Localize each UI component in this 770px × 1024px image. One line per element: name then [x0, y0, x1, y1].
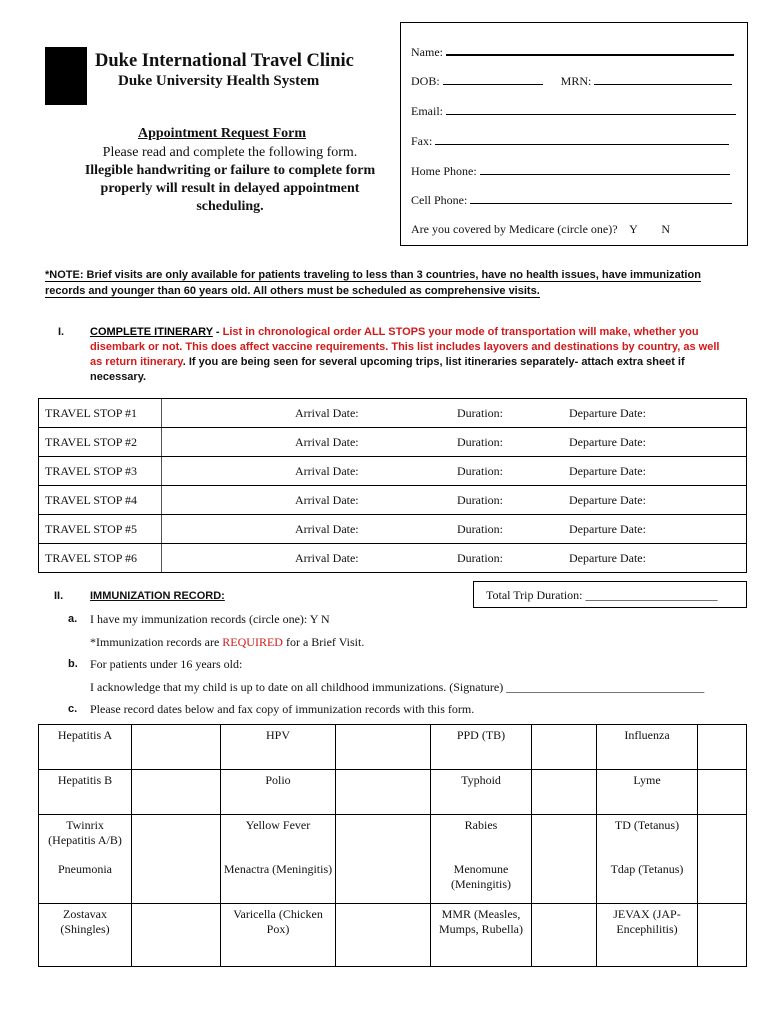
departure-date-field[interactable]	[563, 399, 747, 428]
travel-stop-row	[39, 399, 747, 428]
dob-mrn-row	[411, 73, 732, 89]
departure-date-label: Departure Date:	[569, 434, 646, 449]
item-a-note-required: REQUIRED	[222, 635, 283, 649]
itinerary-heading: COMPLETE ITINERARY	[90, 326, 213, 338]
patient-info-box	[400, 22, 748, 246]
arrival-date-field[interactable]	[289, 515, 451, 544]
vaccine-name: Lyme	[597, 770, 698, 815]
email-field[interactable]	[446, 103, 736, 115]
intro-warning: Illegible handwriting or failure to complete form properly will result in delayed appointment scheduling.	[84, 163, 376, 214]
itinerary-black-text: . If you are being seen for several upcoming trips, list itineraries separately- attach extra sheet if necessary.	[90, 356, 685, 383]
cell-phone-label: Cell Phone:	[411, 193, 468, 207]
vaccine-name: Polio	[221, 770, 336, 815]
travel-stops-table	[38, 398, 747, 573]
travel-stop-location-field[interactable]	[162, 428, 290, 457]
arrival-date-field[interactable]	[289, 544, 451, 573]
fax-label: Fax:	[411, 134, 433, 148]
departure-date-label: Departure Date:	[569, 463, 646, 478]
home-phone-row	[411, 163, 730, 179]
departure-date-field[interactable]	[563, 457, 747, 486]
travel-stop-row	[39, 457, 747, 486]
arrival-date-label: Arrival Date:	[295, 463, 359, 478]
travel-stop-row	[39, 515, 747, 544]
item-b-acknowledgement[interactable]: I acknowledge that my child is up to date on all childhood immunizations. (Signature) _________________________________	[90, 680, 705, 694]
total-trip-duration-label: Total Trip Duration: ______________________	[486, 588, 718, 602]
vaccine-date-field[interactable]	[532, 904, 597, 967]
departure-date-field[interactable]	[563, 544, 747, 573]
mrn-label: MRN:	[560, 74, 592, 88]
home-phone-field[interactable]	[480, 163, 730, 175]
duration-label: Duration:	[457, 434, 503, 449]
travel-stop-location-field[interactable]	[162, 544, 290, 573]
travel-stop-label: TRAVEL STOP #6	[39, 544, 162, 573]
travel-stop-row	[39, 544, 747, 573]
vaccine-date-field[interactable]	[336, 859, 431, 904]
vaccine-name: Hepatitis B	[39, 770, 132, 815]
travel-stop-label: TRAVEL STOP #1	[39, 399, 162, 428]
travel-stop-location-field[interactable]	[162, 515, 290, 544]
travel-stop-label: TRAVEL STOP #5	[39, 515, 162, 544]
arrival-date-field[interactable]	[289, 428, 451, 457]
email-label: Email:	[411, 104, 443, 118]
immunization-table	[38, 724, 747, 967]
travel-stop-label: TRAVEL STOP #2	[39, 428, 162, 457]
item-b-text: For patients under 16 years old:	[90, 657, 243, 671]
vaccine-date-field[interactable]	[532, 725, 597, 770]
home-phone-label: Home Phone:	[411, 164, 477, 178]
duration-field[interactable]	[451, 544, 563, 573]
departure-date-label: Departure Date:	[569, 492, 646, 507]
cell-phone-row	[411, 192, 732, 208]
vaccine-name: Pneumonia	[39, 859, 132, 904]
clinic-logo-block	[45, 47, 87, 105]
vaccine-name: Influenza	[597, 725, 698, 770]
vaccine-date-field[interactable]	[532, 815, 597, 860]
duration-field[interactable]	[451, 399, 563, 428]
vaccine-name: Zostavax (Shingles)	[39, 904, 132, 967]
name-row	[411, 43, 734, 60]
itinerary-dash: -	[212, 326, 223, 338]
immunization-row	[39, 815, 747, 860]
vaccine-date-field[interactable]	[698, 815, 747, 860]
vaccine-name: Rabies	[431, 815, 532, 860]
vaccine-name: TD (Tetanus)	[597, 815, 698, 860]
total-trip-duration-box[interactable]	[473, 581, 747, 608]
travel-stop-location-field[interactable]	[162, 457, 290, 486]
vaccine-date-field[interactable]	[336, 815, 431, 860]
email-row	[411, 103, 736, 119]
section-2-number: II.	[54, 590, 64, 602]
item-a-note	[90, 635, 364, 650]
vaccine-date-field[interactable]	[336, 725, 431, 770]
immunization-row	[39, 859, 747, 904]
vaccine-date-field[interactable]	[698, 770, 747, 815]
intro-line: Please read and complete the following form.	[102, 145, 358, 160]
departure-date-label: Departure Date:	[569, 550, 646, 565]
vaccine-name: Yellow Fever	[221, 815, 336, 860]
vaccine-name: Hepatitis A	[39, 725, 132, 770]
duration-field[interactable]	[451, 457, 563, 486]
departure-date-field[interactable]	[563, 515, 747, 544]
immunization-row	[39, 725, 747, 770]
departure-date-label: Departure Date:	[569, 405, 646, 420]
vaccine-date-field[interactable]	[532, 859, 597, 904]
vaccine-name: Tdap (Tetanus)	[597, 859, 698, 904]
vaccine-date-field[interactable]	[132, 770, 221, 815]
note-text: *NOTE: Brief visits are only available for patients traveling to less than 3 countries, have no health issues, have immunization records and younger than 60 years old. All others must be scheduled as comprehensive visits.	[45, 269, 701, 297]
arrival-date-label: Arrival Date:	[295, 521, 359, 536]
duration-label: Duration:	[457, 463, 503, 478]
arrival-date-label: Arrival Date:	[295, 434, 359, 449]
immunization-row	[39, 904, 747, 967]
arrival-date-label: Arrival Date:	[295, 550, 359, 565]
departure-date-field[interactable]	[563, 486, 747, 515]
clinic-title: Duke International Travel Clinic	[95, 51, 354, 71]
duration-label: Duration:	[457, 405, 503, 420]
vaccine-date-field[interactable]	[132, 815, 221, 860]
intro-text	[80, 144, 380, 216]
form-title: Appointment Request Form	[138, 126, 306, 141]
item-a-note-post: for a Brief Visit.	[282, 635, 365, 649]
medicare-yes[interactable]: Y	[629, 222, 638, 236]
mrn-field[interactable]	[594, 73, 732, 85]
medicare-no[interactable]: N	[661, 222, 671, 236]
dob-field[interactable]	[443, 73, 543, 85]
duration-label: Duration:	[457, 492, 503, 507]
itinerary-red-text: List in chronological order ALL STOPS your mode of transportation will make, whether you disembark or not. This does affect vaccine requirements. This list includes layovers and destinations by country, as well as return itinerary	[90, 326, 720, 368]
vaccine-name: Varicella (Chicken Pox)	[221, 904, 336, 967]
vaccine-name: Typhoid	[431, 770, 532, 815]
fax-field[interactable]	[435, 133, 729, 145]
arrival-date-field[interactable]	[289, 486, 451, 515]
travel-stop-label: TRAVEL STOP #4	[39, 486, 162, 515]
duration-field[interactable]	[451, 486, 563, 515]
travel-stop-location-field[interactable]	[162, 399, 290, 428]
name-field[interactable]	[446, 43, 734, 56]
travel-stop-location-field[interactable]	[162, 486, 290, 515]
fax-row	[411, 133, 729, 149]
vaccine-date-field[interactable]	[532, 770, 597, 815]
item-c-text: Please record dates below and fax copy of immunization records with this form.	[90, 702, 475, 716]
travel-stop-row	[39, 486, 747, 515]
vaccine-name: MMR (Measles, Mumps, Rubella)	[431, 904, 532, 967]
vaccine-date-field[interactable]	[698, 725, 747, 770]
immunization-row	[39, 770, 747, 815]
travel-stop-row	[39, 428, 747, 457]
section-1-number: I.	[58, 326, 65, 338]
duration-label: Duration:	[457, 521, 503, 536]
item-a-text: I have my immunization records (circle one): Y N	[90, 612, 330, 626]
vaccine-date-field[interactable]	[336, 770, 431, 815]
vaccine-date-field[interactable]	[132, 904, 221, 967]
vaccine-name: JEVAX (JAP-Encephilitis)	[597, 904, 698, 967]
arrival-date-label: Arrival Date:	[295, 405, 359, 420]
item-a-letter: a.	[68, 613, 78, 625]
itinerary-instructions	[90, 325, 730, 385]
medicare-row	[411, 222, 670, 237]
arrival-date-field[interactable]	[289, 457, 451, 486]
vaccine-name: Twinrix (Hepatitis A/B)	[39, 815, 132, 860]
clinic-subtitle: Duke University Health System	[118, 73, 320, 89]
vaccine-date-field[interactable]	[336, 904, 431, 967]
vaccine-name: Menomune (Meningitis)	[431, 859, 532, 904]
travel-stop-label: TRAVEL STOP #3	[39, 457, 162, 486]
vaccine-date-field[interactable]	[698, 904, 747, 967]
vaccine-name: PPD (TB)	[431, 725, 532, 770]
vaccine-name: HPV	[221, 725, 336, 770]
cell-phone-field[interactable]	[470, 192, 732, 204]
duration-field[interactable]	[451, 428, 563, 457]
departure-date-label: Departure Date:	[569, 521, 646, 536]
vaccine-name: Menactra (Meningitis)	[221, 859, 336, 904]
item-c-letter: c.	[68, 703, 78, 715]
vaccine-date-field[interactable]	[132, 725, 221, 770]
item-b-letter: b.	[68, 658, 78, 670]
duration-field[interactable]	[451, 515, 563, 544]
item-a-note-pre: *Immunization records are	[90, 635, 223, 649]
dob-label: DOB:	[411, 74, 440, 88]
name-label: Name:	[411, 45, 443, 59]
brief-visit-note	[45, 267, 735, 299]
duration-label: Duration:	[457, 550, 503, 565]
vaccine-date-field[interactable]	[698, 859, 747, 904]
departure-date-field[interactable]	[563, 428, 747, 457]
vaccine-date-field[interactable]	[132, 859, 221, 904]
arrival-date-field[interactable]	[289, 399, 451, 428]
arrival-date-label: Arrival Date:	[295, 492, 359, 507]
medicare-question: Are you covered by Medicare (circle one)?	[411, 222, 618, 236]
immunization-heading: IMMUNIZATION RECORD:	[90, 590, 225, 602]
